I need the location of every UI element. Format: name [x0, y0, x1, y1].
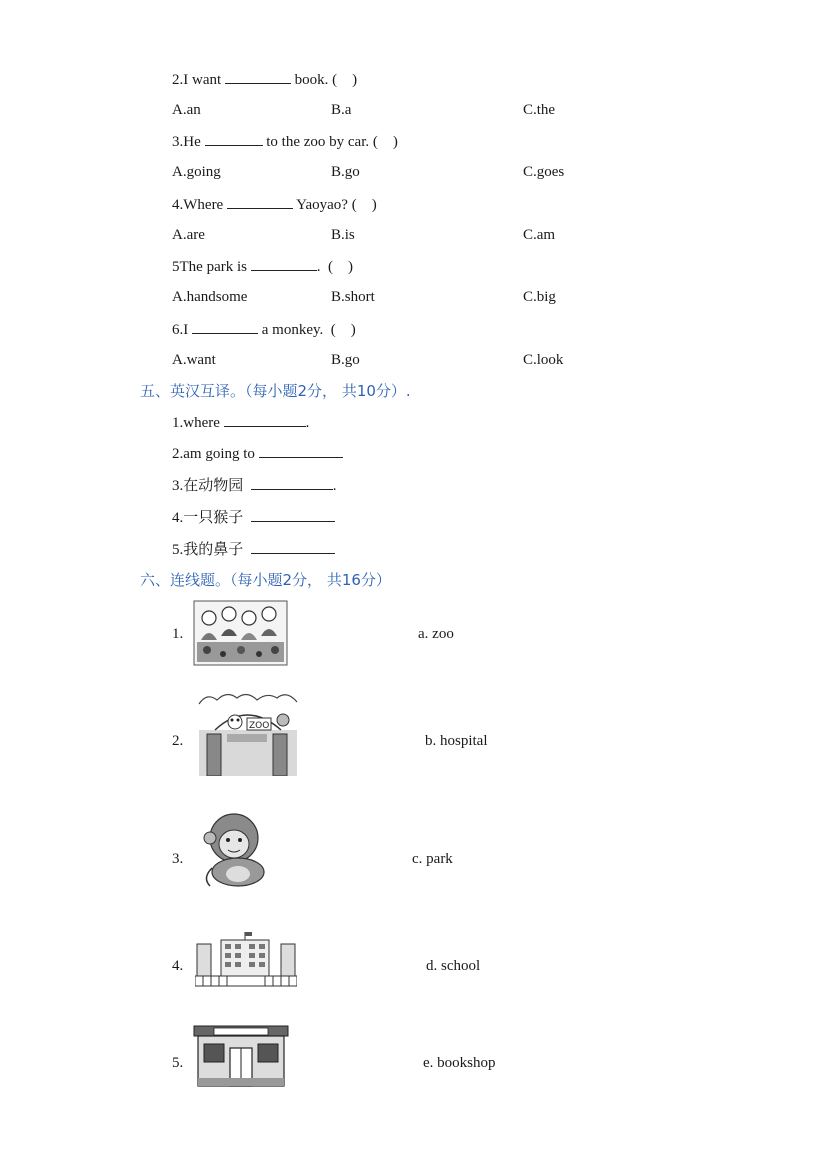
match-word[interactable]: d. school — [426, 958, 481, 974]
svg-text:ZOO: ZOO — [249, 721, 270, 731]
match-number: 5. — [172, 1055, 184, 1071]
question-6 — [172, 319, 356, 340]
item-text: 4.一只猴子 — [172, 510, 251, 526]
option-b[interactable]: B.short — [331, 289, 375, 305]
section-5-title: 五、英汉互译。（每小题2分， 共10分）. — [140, 382, 411, 400]
option-a[interactable]: A.are — [172, 227, 205, 243]
match-number: 2. — [172, 733, 184, 749]
question-text: 3.He — [172, 134, 205, 150]
answer-blank[interactable] — [251, 507, 335, 522]
answer-blank[interactable] — [192, 319, 258, 334]
question-text: . ( ) — [316, 259, 353, 275]
item-text: 1.where — [172, 415, 224, 431]
zoo-gate-picture — [197, 690, 299, 776]
translate-item-4 — [172, 507, 335, 528]
question-text: 6.I — [172, 322, 192, 338]
option-a[interactable]: A.an — [172, 102, 201, 118]
option-a[interactable]: A.going — [172, 164, 221, 180]
question-5 — [172, 256, 353, 277]
item-tail: . — [332, 478, 337, 494]
question-text: a monkey. ( ) — [258, 322, 356, 338]
question-text: book. ( ) — [290, 72, 358, 88]
item-text: 2.am going to — [172, 446, 259, 462]
option-c[interactable]: C.goes — [523, 164, 565, 180]
question-text: 4.Where — [172, 197, 227, 213]
question-text: to the zoo by car. ( ) — [262, 134, 398, 150]
answer-blank[interactable] — [251, 256, 317, 271]
option-c[interactable]: C.the — [523, 102, 556, 118]
bookshop-building-picture — [192, 1024, 290, 1088]
question-3 — [172, 131, 398, 152]
answer-blank[interactable] — [251, 475, 333, 490]
item-text: 5.我的鼻子 — [172, 542, 251, 558]
answer-blank[interactable] — [205, 131, 263, 146]
match-word[interactable]: a. zoo — [418, 626, 454, 642]
hospital-building-picture — [195, 930, 297, 988]
option-b[interactable]: B.is — [331, 227, 355, 243]
option-b[interactable]: B.a — [331, 102, 352, 118]
match-number: 4. — [172, 958, 184, 974]
question-4 — [172, 194, 377, 215]
question-text: Yaoyao? ( ) — [292, 197, 377, 213]
section-6-title: 六、连线题。（每小题2分， 共16分） — [140, 571, 391, 589]
question-text: 5The park is — [172, 259, 251, 275]
item-text: 3.在动物园 — [172, 478, 251, 494]
monkey-picture — [200, 808, 270, 888]
answer-blank[interactable] — [251, 539, 335, 554]
question-2 — [172, 69, 357, 90]
answer-blank[interactable] — [227, 194, 293, 209]
match-number: 1. — [172, 626, 184, 642]
question-text: 2.I want — [172, 72, 225, 88]
option-a[interactable]: A.handsome — [172, 289, 248, 305]
match-word[interactable]: b. hospital — [425, 733, 488, 749]
option-c[interactable]: C.look — [523, 352, 564, 368]
option-b[interactable]: B.go — [331, 164, 360, 180]
option-b[interactable]: B.go — [331, 352, 360, 368]
match-word[interactable]: e. bookshop — [423, 1055, 496, 1071]
translate-item-3 — [172, 475, 337, 496]
translate-item-1 — [172, 412, 309, 433]
answer-blank[interactable] — [259, 443, 343, 458]
item-tail: . — [305, 415, 310, 431]
match-word[interactable]: c. park — [412, 851, 453, 867]
match-number: 3. — [172, 851, 184, 867]
answer-blank[interactable] — [225, 69, 291, 84]
people-crowd-picture — [193, 600, 288, 666]
option-a[interactable]: A.want — [172, 352, 216, 368]
translate-item-2 — [172, 443, 343, 464]
translate-item-5 — [172, 539, 335, 560]
answer-blank[interactable] — [224, 412, 306, 427]
option-c[interactable]: C.big — [523, 289, 556, 305]
option-c[interactable]: C.am — [523, 227, 556, 243]
